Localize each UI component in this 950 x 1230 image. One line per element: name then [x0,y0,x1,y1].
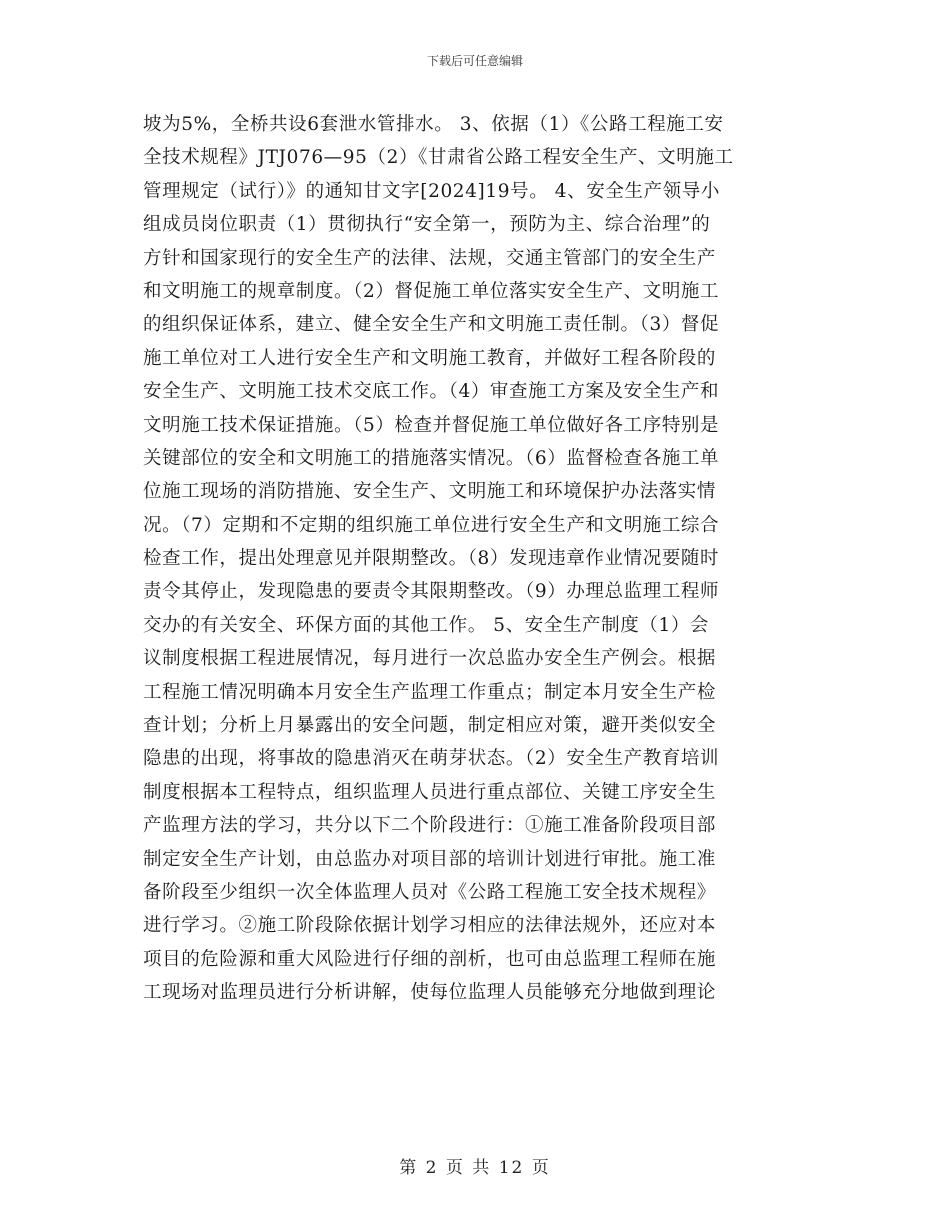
text-line: 隐患的出现，将事故的隐患消灭在萌芽状态。（2）安全生产教育培训 [143,748,720,770]
text-line: 管理规定（试行）》的通知甘文字[2024]19号。 4、安全生产领导小 [143,180,720,202]
text-line: 交办的有关安全、环保方面的其他工作。 5、安全生产制度（1）会 [143,614,710,636]
page-header: 下载后可任意编辑 [426,54,523,68]
text-line: 安全生产、文明施工技术交底工作。（4）审查施工方案及安全生产和 [143,381,720,403]
text-line: 工程施工情况明确本月安全生产监理工作重点；制定本月安全生产检 [143,681,717,703]
text-line: 位施工现场的消防措施、安全生产、文明施工和环境保护办法落实情 [143,481,717,503]
text-line: 制度根据本工程特点，组织监理人员进行重点部位、关键工序安全生 [143,781,717,803]
text-line: 施工单位对工人进行安全生产和文明施工教育，并做好工程各阶段的 [143,347,717,369]
text-line: 产监理方法的学习，共分以下二个阶段进行：①施工准备阶段项目部 [143,815,717,837]
text-line: 和文明施工的规章制度。（2）督促施工单位落实安全生产、文明施工 [143,280,720,302]
text-line: 文明施工技术保证措施。（5）检查并督促施工单位做好各工序特别是 [143,414,720,436]
text-line: 查计划；分析上月暴露出的安全问题，制定相应对策，避开类似安全 [143,715,717,737]
text-line: 关键部位的安全和文明施工的措施落实情况。（6）监督检查各施工单 [143,447,720,469]
text-line: 议制度根据工程进展情况，每月进行一次总监办安全生产例会。根据 [143,648,717,670]
text-line: 的组织保证体系，建立、健全安全生产和文明施工责任制。（3）督促 [143,314,720,336]
text-line: 备阶段至少组织一次全体监理人员对《公路工程施工安全技术规程》 [143,881,717,903]
text-line: 责令其停止，发现隐患的要责令其限期整改。（9）办理总监理工程师 [143,581,720,603]
text-line: 方针和国家现行的安全生产的法律、法规，交通主管部门的安全生产 [143,247,717,269]
text-line: 组成员岗位职责（1）贯彻执行“安全第一，预防为主、综合治理”的 [143,214,711,236]
document-body [143,108,805,1010]
page-footer: 第 2 页 共 12 页 [399,1158,551,1178]
text-line: 况。（7）定期和不定期的组织施工单位进行安全生产和文明施工综合 [143,514,720,536]
text-line: 进行学习。②施工阶段除依据计划学习相应的法律法规外，还应对本 [143,915,717,937]
text-line: 工现场对监理员进行分析讲解，使每位监理人员能够充分地做到理论 [143,982,717,1004]
text-line: 项目的危险源和重大风险进行仔细的剖析，也可由总监理工程师在施 [143,948,717,970]
text-line: 检查工作，提出处理意见并限期整改。（8）发现违章作业情况要随时 [143,548,720,570]
text-line: 全技术规程》JTJ076—95（2）《甘肃省公路工程安全生产、文明施工 [143,147,734,169]
text-line: 制定安全生产计划，由总监办对项目部的培训计划进行审批。施工准 [143,848,717,870]
text-line: 坡为5%，全桥共设6套泄水管排水。 3、依据（1）《公路工程施工安 [143,114,724,135]
